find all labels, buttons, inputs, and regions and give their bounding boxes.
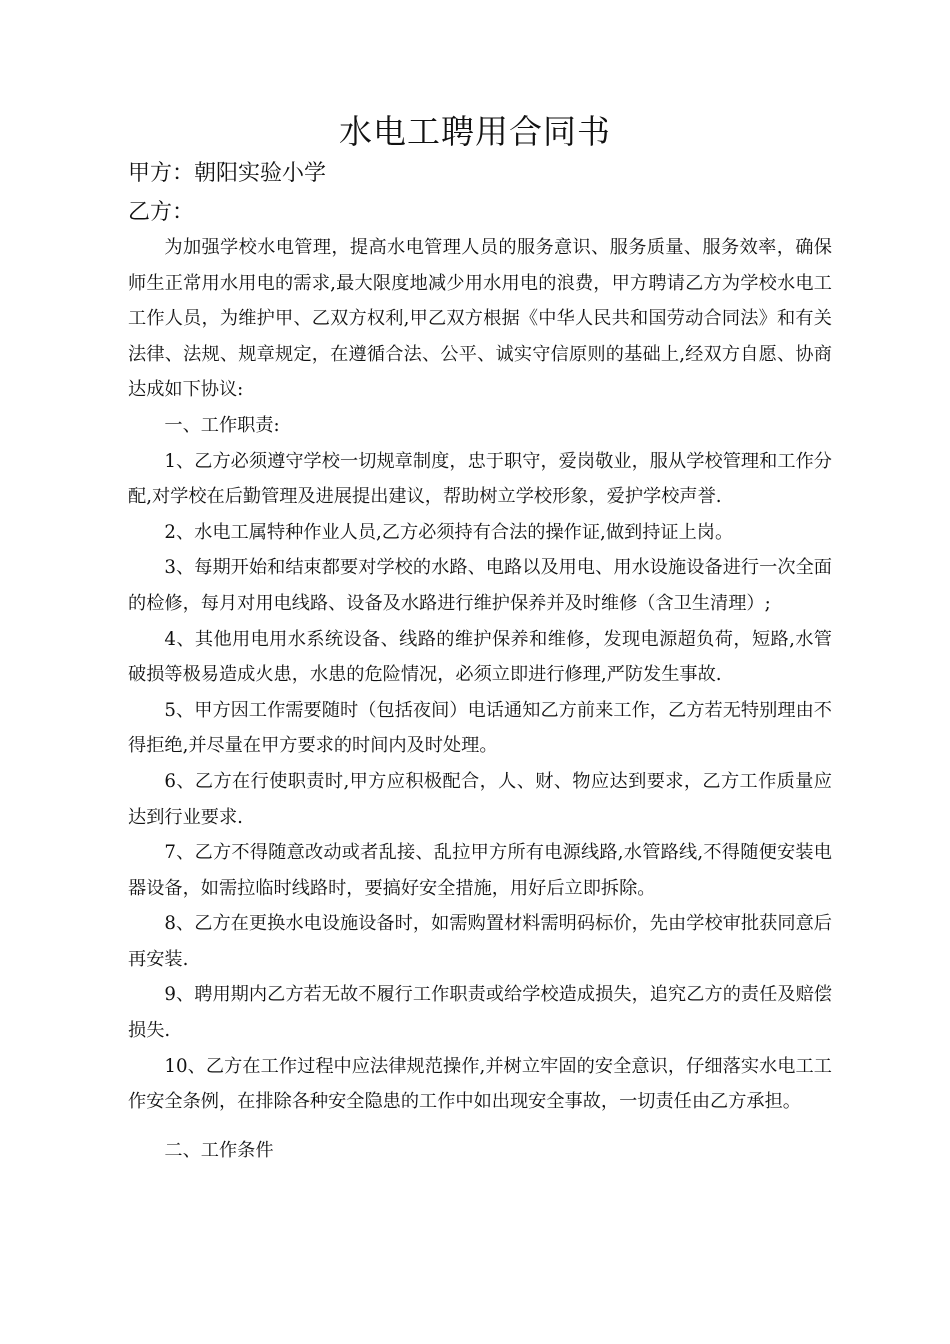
clause-2: 2、水电工属特种作业人员,乙方必须持有合法的操作证,做到持证上岗。 (164, 521, 734, 543)
section-heading-conditions: 二、工作条件 (164, 1139, 274, 1161)
clause-3: 3、每期开始和结束都要对学校的水路、电路以及用电、用水设施设备进行一次全面的检修，每月对用电线路、设备及水路进行维护保养并及时维修（含卫生清理）; (128, 557, 832, 614)
contract-body (128, 230, 832, 1168)
clause-9: 9、聘用期内乙方若无故不履行工作职责或给学校造成损失，追究乙方的责任及赔偿损失. (128, 984, 832, 1042)
party-b-line: 乙方： (128, 200, 195, 225)
clause-10: 10、乙方在工作过程中应法律规范操作,并树立牢固的安全意识，仔细落实水电工工作安全条例，在排除各种安全隐患的工作中如出现安全事故，一切责任由乙方承担。 (128, 1055, 832, 1113)
clause-7: 7、乙方不得随意改动或者乱接、乱拉甲方所有电源线路,水管路线,不得随便安装电器设备，如需拉临时线路时，要搞好安全措施，用好后立即拆除。 (128, 842, 832, 899)
clause-1: 1、乙方必须遵守学校一切规章制度，忠于职守，爱岗敬业，服从学校管理和工作分配,对学校在后勤管理及进展提出建议，帮助树立学校形象，爱护学校声誉. (128, 450, 832, 508)
clause-6: 6、乙方在行使职责时,甲方应积极配合，人、财、物应达到要求，乙方工作质量应达到行业要求. (128, 770, 832, 828)
clause-8: 8、乙方在更换水电设施设备时，如需购置材料需明码标价，先由学校审批获同意后再安装. (128, 913, 832, 970)
clause-4: 4、其他用电用水系统设备、线路的维护保养和维修，发现电源超负荷，短路,水管破损等极易造成火患，水患的危险情况，必须立即进行修理,严防发生事故. (128, 628, 832, 686)
clause-5: 5、甲方因工作需要随时（包括夜间）电话通知乙方前来工作，乙方若无特别理由不得拒绝,并尽量在甲方要求的时间内及时处理。 (128, 699, 832, 757)
party-a-line: 甲方：朝阳实验小学 (128, 161, 327, 186)
intro-paragraph: 为加强学校水电管理，提高水电管理人员的服务意识、服务质量、服务效率，确保师生正常用水用电的需求,最大限度地减少用水用电的浪费，甲方聘请乙方为学校水电工工作人员，为维护甲、乙双方权利,甲乙双方根据《中华人民共和国劳动合同法》和有关法律、法规、规章规定，在遵循合法、公平、诚实守信原则的基础上,经双方自愿、协商达成如下协议: (128, 237, 832, 401)
section-heading-duties: 一、工作职责: (164, 414, 280, 436)
document-title: 水电工聘用合同书 (339, 112, 611, 151)
